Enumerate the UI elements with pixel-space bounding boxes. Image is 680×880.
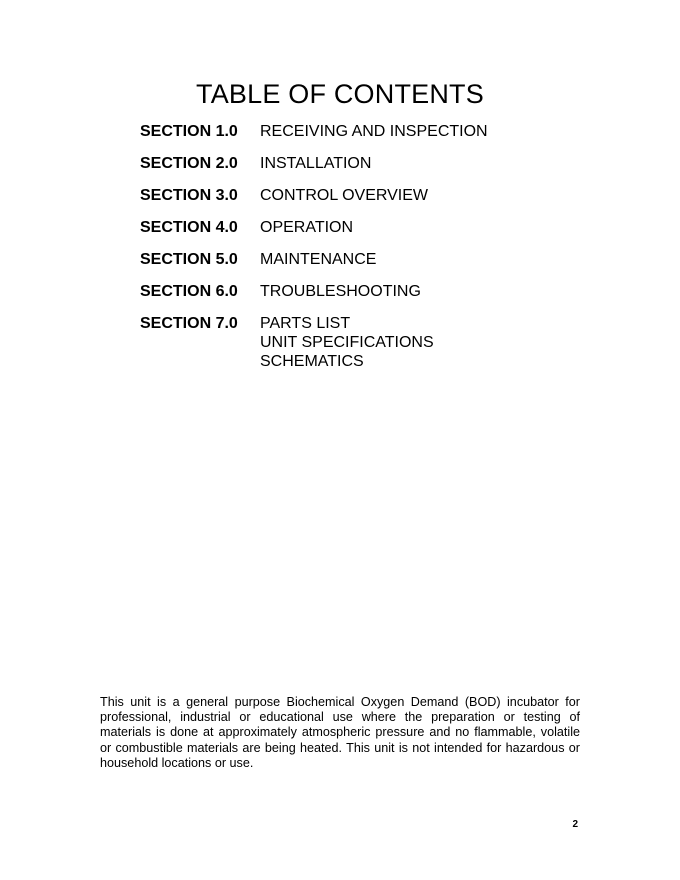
toc-section-number: SECTION 5.0 — [140, 251, 238, 268]
intended-use-disclaimer: This unit is a general purpose Biochemical Oxygen Demand (BOD) incubator for professional, industrial or educational use where the preparation or testing of materials is done at approximately atmospheric pressure and no flammable, volatile or combustible materials are being heated. This unit is not intended for hazardous or household locations or use. — [100, 694, 580, 771]
toc-entry-section-7 — [140, 314, 620, 371]
toc-section-title: INSTALLATION — [260, 155, 372, 172]
toc-section-number: SECTION 2.0 — [140, 155, 238, 172]
toc-section-title: RECEIVING AND INSPECTION — [260, 123, 488, 140]
toc-section-number: SECTION 4.0 — [140, 219, 238, 236]
toc-entry-section-3 — [140, 186, 620, 206]
page-number: 2 — [572, 819, 578, 830]
toc-section-number: SECTION 6.0 — [140, 283, 238, 300]
toc-entry-section-6 — [140, 282, 620, 302]
toc-section-title: CONTROL OVERVIEW — [260, 187, 429, 204]
toc-entry-section-5 — [140, 250, 620, 270]
toc-entry-section-2 — [140, 154, 620, 174]
toc-section-number: SECTION 3.0 — [140, 187, 238, 204]
toc-section-titles — [260, 186, 428, 205]
toc-section-title: OPERATION — [260, 219, 354, 236]
toc-section-titles — [260, 314, 434, 371]
toc-section-title: MAINTENANCE — [260, 251, 377, 268]
toc-section-titles — [260, 282, 421, 301]
toc-section-titles — [260, 218, 353, 237]
table-of-contents — [140, 122, 620, 383]
toc-section-title: TROUBLESHOOTING — [260, 283, 421, 300]
toc-section-titles — [260, 154, 371, 173]
toc-section-title: PARTS LIST — [260, 315, 351, 332]
toc-section-number: SECTION 7.0 — [140, 315, 238, 332]
toc-entry-section-4 — [140, 218, 620, 238]
toc-section-titles — [260, 250, 376, 269]
page-title: TABLE OF CONTENTS — [196, 79, 484, 109]
toc-section-title: UNIT SPECIFICATIONS — [260, 334, 434, 351]
toc-section-title: SCHEMATICS — [260, 353, 364, 370]
toc-entry-section-1 — [140, 122, 620, 142]
toc-section-number: SECTION 1.0 — [140, 123, 238, 140]
toc-section-titles — [260, 122, 488, 141]
